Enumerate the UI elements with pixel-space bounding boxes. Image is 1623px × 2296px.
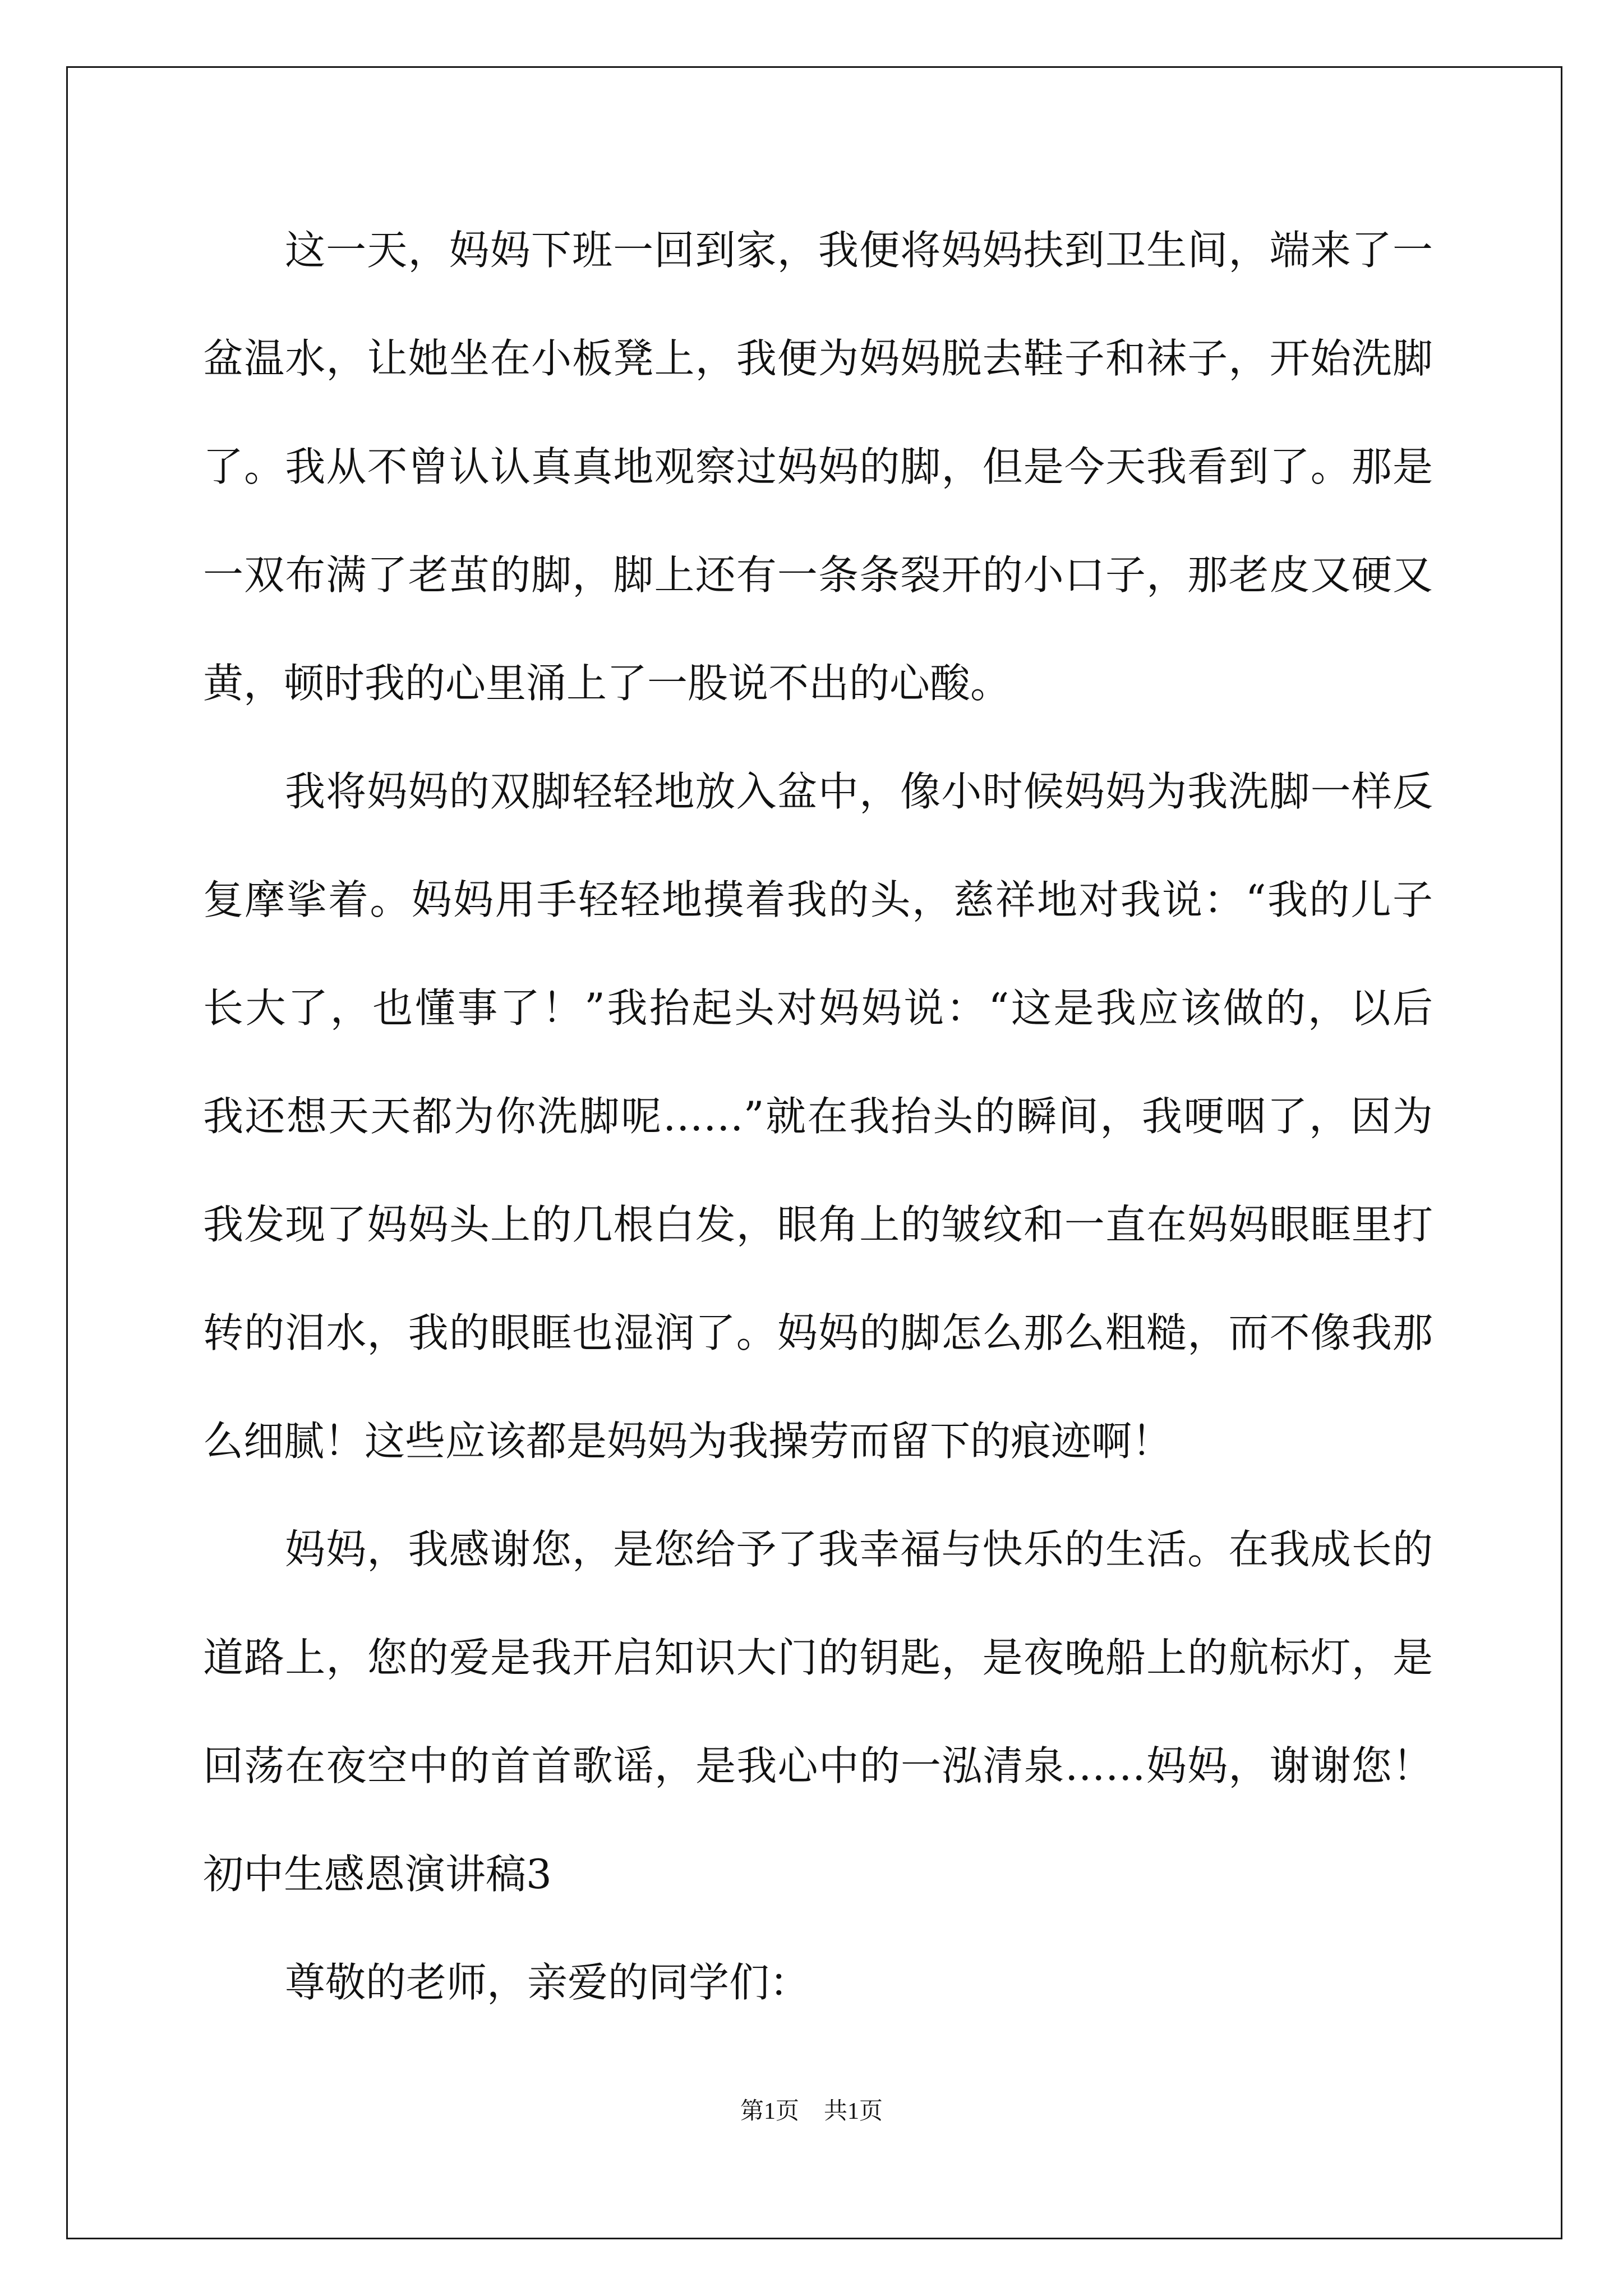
page-footer [0, 2098, 1623, 2125]
text-line: 长大了，也懂事了！”我抬起头对妈妈说：“这是我应该做的，以后 [203, 984, 1433, 1032]
text-line: 一双布满了老茧的脚，脚上还有一条条裂开的小口子，那老皮又硬又 [203, 551, 1433, 599]
text-line: 转的泪水，我的眼眶也湿润了。妈妈的脚怎么那么粗糙，而不像我那 [203, 1309, 1433, 1356]
section-heading: 初中生感恩演讲稿3 [203, 1851, 552, 1898]
text-line: 我将妈妈的双脚轻轻地放入盆中，像小时候妈妈为我洗脚一样反 [285, 768, 1433, 815]
text-line: 回荡在夜空中的首首歌谣，是我心中的一泓清泉……妈妈，谢谢您！ [203, 1742, 1433, 1789]
text-line: 么细腻！这些应该都是妈妈为我操劳而留下的痕迹啊！ [203, 1418, 1173, 1465]
text-line: 了。我从不曾认认真真地观察过妈妈的脚，但是今天我看到了。那是 [203, 443, 1433, 490]
document-body [203, 196, 1433, 2037]
page-number: 第1页 [740, 2099, 799, 2124]
text-line: 复摩挲着。妈妈用手轻轻地摸着我的头，慈祥地对我说：“我的儿子 [203, 876, 1433, 923]
page-total: 共1页 [824, 2099, 883, 2124]
paragraph [203, 196, 1433, 738]
text-line: 盆温水，让她坐在小板凳上，我便为妈妈脱去鞋子和袜子，开始洗脚 [203, 335, 1433, 382]
text-line: 妈妈，我感谢您，是您给予了我幸福与快乐的生活。在我成长的 [285, 1526, 1433, 1573]
text-line: 我还想天天都为你洗脚呢……”就在我抬头的瞬间，我哽咽了，因为 [203, 1093, 1433, 1140]
paragraph [203, 738, 1433, 1496]
text-line: 我发现了妈妈头上的几根白发，眼角上的皱纹和一直在妈妈眼眶里打 [203, 1201, 1433, 1248]
text-line: 道路上，您的爱是我开启知识大门的钥匙，是夜晚船上的航标灯，是 [203, 1634, 1433, 1681]
text-line: 这一天，妈妈下班一回到家，我便将妈妈扶到卫生间，端来了一 [285, 227, 1433, 274]
paragraph [203, 1496, 1433, 1820]
salutation: 尊敬的老师，亲爱的同学们： [285, 1959, 810, 2006]
text-line: 黄，顿时我的心里涌上了一股说不出的心酸。 [203, 660, 1011, 707]
